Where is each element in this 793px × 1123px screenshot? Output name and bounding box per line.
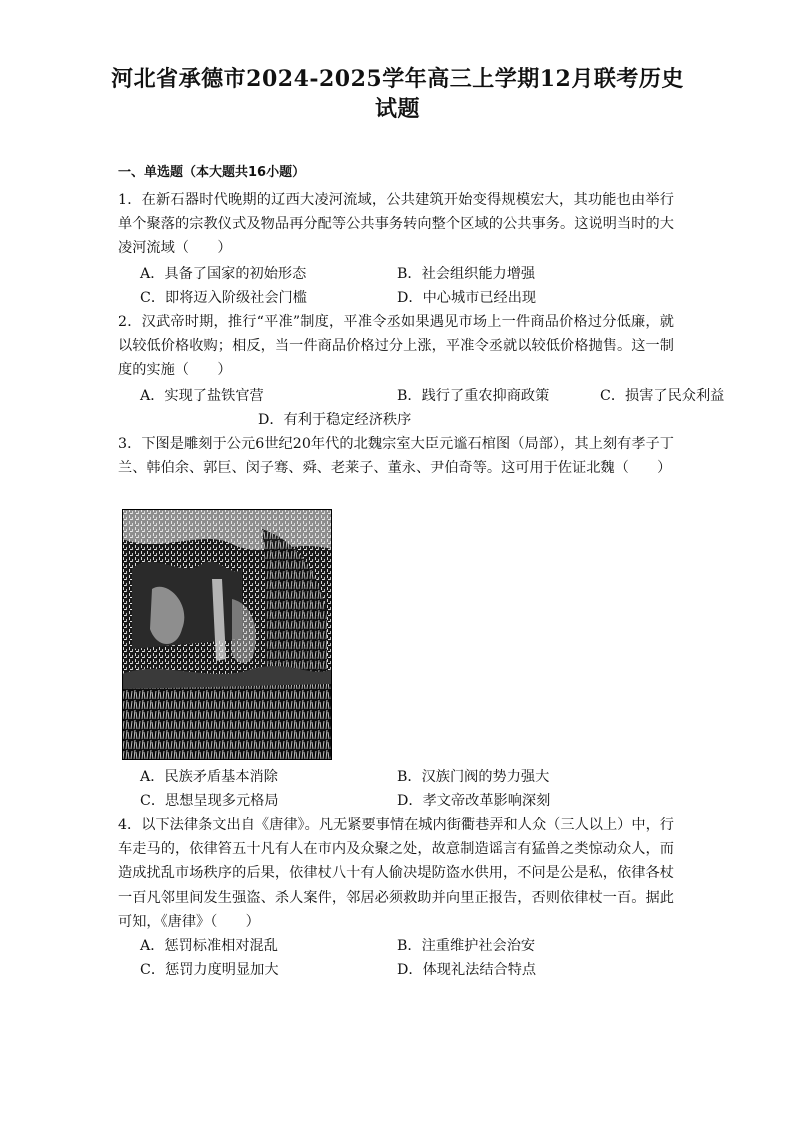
q1-option-a: A．具备了国家的初始形态 [140, 266, 307, 282]
question-3-stem: 3．下图是雕刻于公元6世纪20年代的北魏宗室大臣元谧石棺图（局部），其上刻有孝子丁兰、韩伯余、郭巨、闵子骞、舜、老莱子、董永、尹伯奇等。这可用于佐证北魏（ ） [118, 436, 674, 477]
stone-coffin-relief-image [122, 509, 332, 760]
q3-option-d: D．孝文帝改革影响深刻 [397, 793, 551, 809]
q4-option-d: D．体现礼法结合特点 [397, 962, 537, 978]
q2-option-a: A．实现了盐铁官营 [140, 388, 264, 404]
page-title: 河北省承德市2024-2025学年高三上学期12月联考历史试题 [111, 66, 684, 122]
q1-option-d: D．中心城市已经出现 [397, 290, 537, 306]
q4-option-b: B．注重维护社会治安 [397, 938, 536, 954]
question-1-stem: 1．在新石器时代晚期的辽西大凌河流域，公共建筑开始变得规模宏大，其功能也由举行单个聚落的宗教仪式及物品再分配等公共事务转向整个区域的公共事务。这说明当时的大凌河流域（ ） [118, 192, 674, 257]
q4-option-c: C．惩罚力度明显加大 [140, 962, 279, 978]
q1-option-c: C．即将迈入阶级社会门槛 [140, 290, 307, 306]
q1-option-b: B．社会组织能力增强 [397, 266, 536, 282]
question-2-stem: 2．汉武帝时期，推行“平准”制度，平准令丞如果遇见市场上一件商品价格过分低廉，就以较低价格收购；相反，当一件商品价格过分上涨，平准令丞就以较低价格抛售。这一制度的实施（ ） [118, 314, 674, 379]
section-heading: 一、单选题（本大题共16小题） [118, 165, 306, 180]
q3-option-a: A．民族矛盾基本消除 [140, 769, 278, 785]
q3-option-c: C．思想呈现多元格局 [140, 793, 279, 809]
question-4-stem: 4．以下法律条文出自《唐律》。凡无紧要事情在城内街衢巷弄和人众（三人以上）中，行车走马的，依律笞五十凡有人在市内及众聚之处，故意制造谣言有猛兽之类惊动众人，而造成扰乱市场秩序的后果，依律杖八十有人偷决堤防盗水供用，不问是公是私，依律各杖一百凡邻里间发生强盗、杀人案件，邻居必须救助并向里正报告，否则依律杖一百。据此可知，《唐律》（ ） [118, 817, 674, 930]
q4-option-a: A．惩罚标准相对混乱 [140, 938, 278, 954]
q2-option-d: D．有利于稳定经济秩序 [258, 412, 412, 428]
q2-option-b: B．践行了重农抑商政策 [397, 388, 550, 404]
q2-option-c: C．损害了民众利益 [600, 388, 725, 404]
q3-option-b: B．汉族门阀的势力强大 [397, 769, 550, 785]
